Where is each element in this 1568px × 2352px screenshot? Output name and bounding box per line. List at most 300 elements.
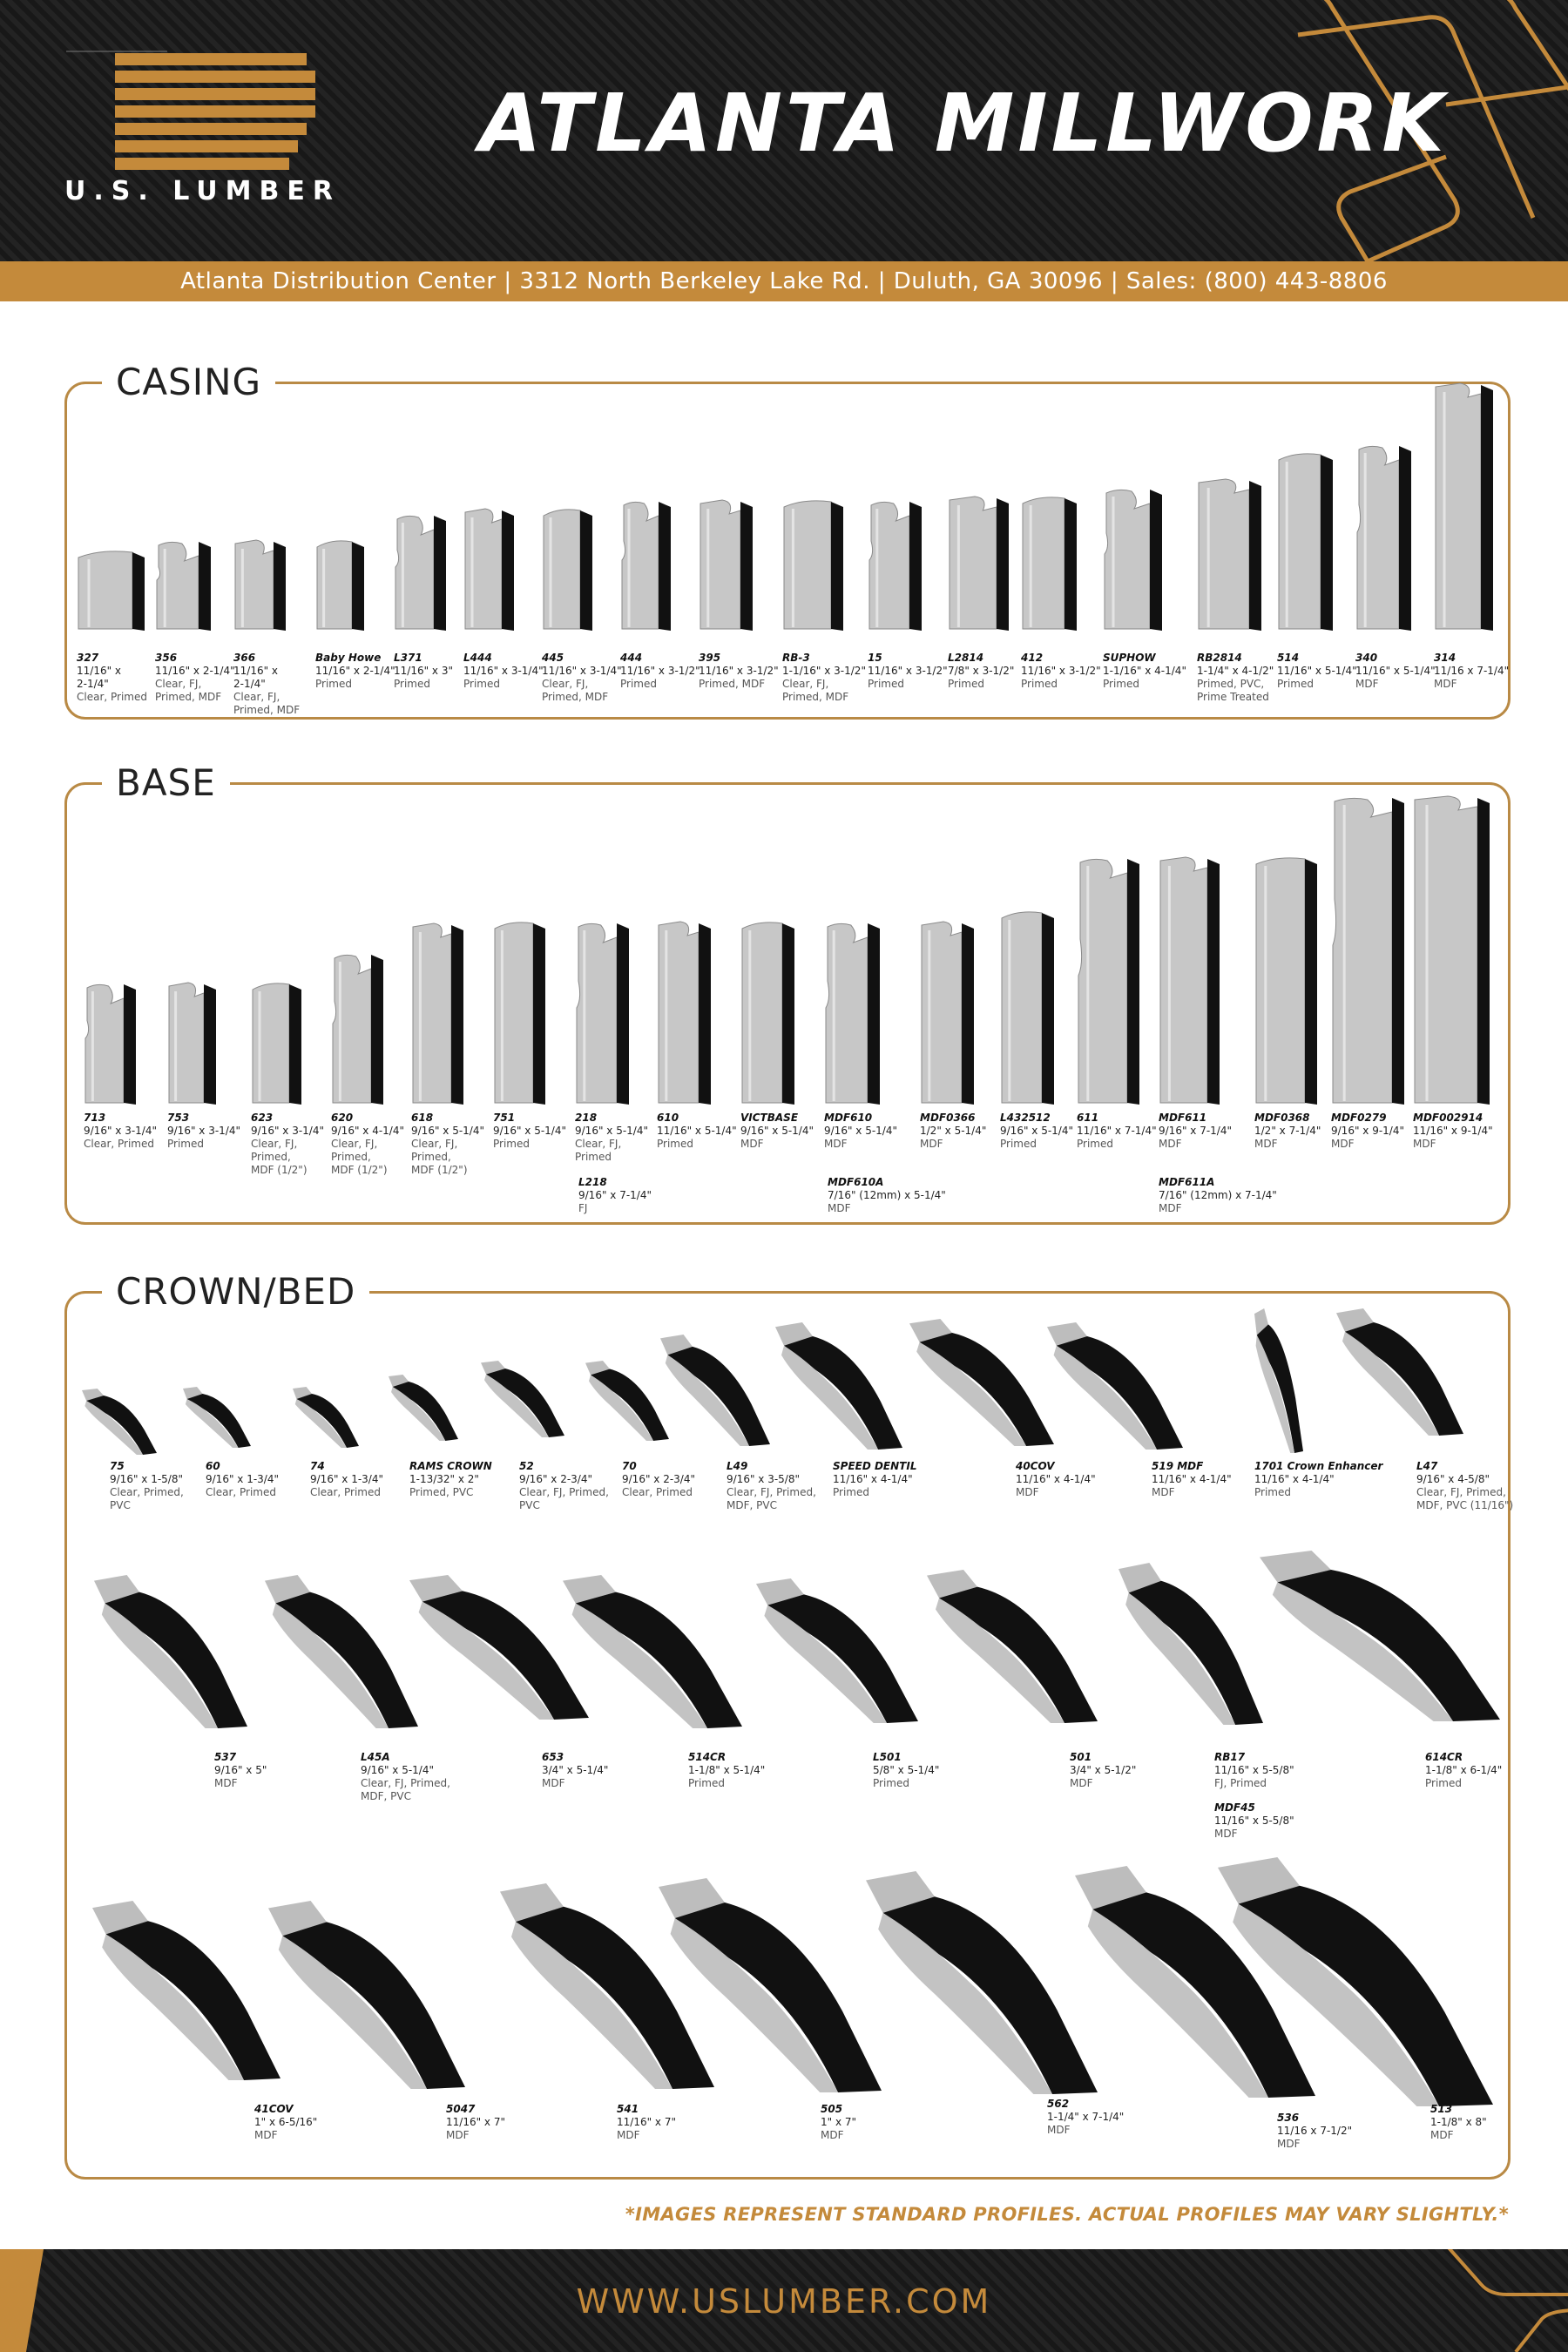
- profile-caption: [214, 1751, 267, 1790]
- molding-profile-image: [167, 979, 221, 1106]
- crown-profile-image: [181, 1385, 253, 1450]
- profile-finish: Clear, FJ, Primed, MDF, PVC (11/16"): [1416, 1486, 1514, 1511]
- logo-wordmark: U.S. LUMBER: [64, 176, 341, 206]
- molding-face: [659, 922, 699, 1103]
- molding-profile-image: [233, 537, 291, 632]
- profile-finish: Clear, FJ, Primed, PVC: [519, 1486, 609, 1511]
- profile-caption: [1159, 1112, 1232, 1151]
- profile-dimensions: 9/16" x 7-1/4": [578, 1189, 652, 1201]
- profile-caption: [873, 1751, 939, 1790]
- profile-code: 395: [699, 652, 721, 664]
- profile-finish: MDF: [1047, 2124, 1071, 2136]
- profile-dimensions: 11/16" x 2-1/4": [233, 665, 279, 690]
- website-url-link[interactable]: WWW.USLUMBER.COM: [576, 2282, 992, 2321]
- molding-face: [317, 541, 352, 629]
- molding-face: [826, 923, 868, 1103]
- profile-dimensions: 7/16" (12mm) x 5-1/4": [828, 1189, 946, 1201]
- profile-finish: MDF: [214, 1777, 238, 1789]
- profile-dimensions: 1-1/8" x 5-1/4": [688, 1764, 766, 1776]
- profile-caption: [206, 1460, 279, 1499]
- profile-code: MDF611: [1159, 1112, 1207, 1124]
- profile-code: SPEED DENTIL: [833, 1460, 917, 1472]
- profile-finish: Clear, FJ, Primed, MDF (1/2"): [411, 1138, 468, 1176]
- profile-dimensions: 1-1/4" x 4-1/2": [1197, 665, 1274, 677]
- profile-dimensions: 9/16" x 4-5/8": [1416, 1473, 1490, 1485]
- profile-finish: Primed: [167, 1138, 204, 1150]
- profile-caption: [1021, 652, 1101, 691]
- profile-caption: [542, 652, 622, 704]
- profile-caption: [1000, 1112, 1073, 1151]
- profile-finish: MDF: [1355, 678, 1379, 690]
- profile-dimensions: 11/16" x 2-1/4": [155, 665, 235, 677]
- profile-code: 1701 Crown Enhancer: [1254, 1460, 1383, 1472]
- profile-caption: [727, 1460, 816, 1512]
- crown-profile-image: [91, 1899, 282, 2082]
- crown-side-face: [187, 1394, 251, 1448]
- profile-caption: [254, 2103, 317, 2142]
- molding-side: [451, 925, 463, 1105]
- crown-side-face: [296, 1394, 359, 1448]
- molding-face: [333, 955, 371, 1103]
- profile-dimensions: 11/16" x 5-1/4": [657, 1125, 737, 1137]
- profile-finish: Primed: [657, 1138, 693, 1150]
- profile-dimensions: 11/16" x 4-1/4": [1254, 1473, 1335, 1485]
- profile-code: 327: [77, 652, 99, 664]
- profile-code: 41COV: [254, 2103, 294, 2115]
- molding-side: [1249, 481, 1261, 631]
- molding-face: [1357, 446, 1399, 629]
- profile-code: 611: [1077, 1112, 1099, 1124]
- molding-face: [1279, 454, 1321, 629]
- profile-caption: [251, 1112, 324, 1177]
- profile-code: RB17: [1214, 1751, 1246, 1763]
- profile-caption: [463, 652, 544, 691]
- profile-dimensions: 9/16" x 3-5/8": [727, 1473, 800, 1485]
- crown-profile-image: [561, 1573, 744, 1730]
- profile-finish: Primed, PVC: [409, 1486, 474, 1498]
- address-text: Atlanta Distribution Center | 3312 North Berkeley Lake Rd. | Duluth, GA 30096 | Sales: (800) 443-8806: [180, 268, 1388, 294]
- profile-code: 5047: [446, 2103, 476, 2115]
- molding-profile-image: [1355, 441, 1416, 632]
- molding-side: [782, 923, 794, 1105]
- crown-profile-image: [1258, 1549, 1502, 1723]
- molding-face: [1105, 490, 1150, 629]
- profile-caption: [1047, 2098, 1124, 2137]
- molding-profile-image: [575, 918, 634, 1106]
- profile-finish: Primed: [1254, 1486, 1291, 1498]
- profile-finish: Clear, Primed: [622, 1486, 693, 1498]
- molding-side: [1399, 446, 1411, 631]
- crown-profile-image: [80, 1387, 159, 1456]
- profile-dimensions: 7/8" x 3-1/2": [948, 665, 1015, 677]
- molding-profile-image: [155, 537, 216, 632]
- profile-code: 537: [214, 1751, 237, 1763]
- molding-profile-image: [1254, 854, 1322, 1106]
- molding-face: [235, 540, 274, 629]
- molding-profile-image: [948, 493, 1014, 632]
- profile-dimensions: 11/16" x 5-1/4": [1355, 665, 1436, 677]
- profile-dimensions: 9/16" x 3-1/4": [84, 1125, 157, 1137]
- molding-profile-image: [699, 497, 758, 632]
- profile-caption: [1103, 652, 1186, 691]
- crown-side-face: [1257, 1324, 1303, 1453]
- profile-dimensions: 11/16" x 5-5/8": [1214, 1764, 1294, 1776]
- profile-caption: [409, 1460, 492, 1499]
- profile-code: MDF0366: [920, 1112, 976, 1124]
- profile-finish: Primed: [620, 678, 657, 690]
- profile-code: 514CR: [688, 1751, 727, 1763]
- profile-finish: Primed: [1077, 1138, 1113, 1150]
- crown-profile-image: [1335, 1307, 1465, 1437]
- profile-finish: MDF: [1413, 1138, 1436, 1150]
- profile-code: Baby Howe: [315, 652, 382, 664]
- profile-code: 74: [310, 1460, 325, 1472]
- profile-finish: MDF: [1214, 1828, 1238, 1840]
- profile-code: 218: [575, 1112, 598, 1124]
- profile-dimensions: 1-13/32" x 2": [409, 1473, 479, 1485]
- molding-face: [1199, 479, 1249, 629]
- profile-code: 505: [821, 2103, 843, 2115]
- profile-dimensions: 1-1/8" x 6-1/4": [1425, 1764, 1503, 1776]
- molding-side: [699, 923, 711, 1105]
- profile-caption: [1077, 1112, 1157, 1151]
- molding-side: [1477, 798, 1490, 1105]
- profile-caption: [394, 652, 453, 691]
- profile-code: L218: [578, 1176, 607, 1188]
- profile-dimensions: 9/16" x 2-3/4": [519, 1473, 592, 1485]
- profile-dimensions: 1/2" x 5-1/4": [920, 1125, 987, 1137]
- molding-face: [784, 501, 831, 629]
- profile-finish: Clear, FJ, Primed: [575, 1138, 622, 1163]
- profile-finish: MDF: [446, 2129, 470, 2141]
- crown-side-face: [1239, 1886, 1493, 2106]
- molding-profile-image: [868, 497, 927, 632]
- crown-side-face: [667, 1347, 770, 1446]
- profile-code: 501: [1070, 1751, 1092, 1763]
- profile-code: 620: [331, 1112, 354, 1124]
- profile-code: 340: [1355, 652, 1378, 664]
- profile-dimensions: 9/16" x 9-1/4": [1331, 1125, 1404, 1137]
- profile-dimensions: 11/16" x 4-1/4": [1016, 1473, 1096, 1485]
- profile-caption: [315, 652, 395, 691]
- molding-profile-image: [493, 918, 551, 1106]
- profile-caption: [740, 1112, 814, 1151]
- profile-dimensions: 11/16" x 3-1/2": [1021, 665, 1101, 677]
- profile-code: 618: [411, 1112, 434, 1124]
- molding-face: [395, 516, 434, 629]
- molding-face: [1333, 798, 1392, 1103]
- profile-caption: [699, 652, 779, 691]
- profile-dimensions: 9/16" x 4-1/4": [331, 1125, 404, 1137]
- molding-profile-image: [1159, 854, 1225, 1106]
- profile-caption: [688, 1751, 765, 1790]
- profile-dimensions: 3/4" x 5-1/2": [1070, 1764, 1137, 1776]
- molding-profile-image: [620, 497, 676, 632]
- profile-finish: Clear, FJ, Primed, MDF (1/2"): [331, 1138, 388, 1176]
- crown-profile-image: [584, 1359, 671, 1443]
- profile-finish: Clear, Primed, PVC: [110, 1486, 184, 1511]
- profile-code: 562: [1047, 2098, 1070, 2110]
- profile-finish: Primed: [873, 1777, 909, 1789]
- profile-caption: [519, 1460, 609, 1512]
- profile-code: 15: [868, 652, 882, 664]
- profile-dimensions: 1-1/4" x 7-1/4": [1047, 2111, 1125, 2123]
- molding-face: [1415, 796, 1477, 1103]
- molding-face: [922, 922, 962, 1103]
- profile-caption: [1159, 1176, 1277, 1215]
- profile-caption: [1331, 1112, 1404, 1151]
- molding-profile-image: [782, 497, 848, 632]
- profile-dimensions: 1" x 6-5/16": [254, 2116, 318, 2128]
- molding-side: [1481, 385, 1493, 631]
- profile-code: 412: [1021, 652, 1044, 664]
- molding-side: [199, 542, 211, 631]
- molding-profile-image: [411, 920, 469, 1106]
- profile-finish: MDF: [1434, 678, 1457, 690]
- crown-profile-image: [92, 1573, 249, 1730]
- profile-finish: MDF: [254, 2129, 278, 2141]
- profile-dimensions: 1/2" x 7-1/4": [1254, 1125, 1321, 1137]
- profile-dimensions: 11/16" x 4-1/4": [1152, 1473, 1232, 1485]
- molding-face: [622, 502, 659, 629]
- profile-caption: [1254, 1112, 1321, 1151]
- molding-side: [371, 955, 383, 1105]
- molding-profile-image: [394, 510, 451, 632]
- crown-side-face: [939, 1587, 1098, 1723]
- crown-side-face: [106, 1921, 280, 2080]
- profile-finish: Primed: [1277, 678, 1314, 690]
- crown-side-face: [1129, 1581, 1263, 1725]
- molding-side: [1321, 455, 1333, 631]
- molding-profile-image: [1434, 380, 1498, 632]
- molding-profile-image: [1021, 493, 1082, 632]
- crown-profile-image: [291, 1385, 361, 1450]
- molding-profile-image: [77, 547, 150, 632]
- molding-face: [869, 502, 909, 629]
- profile-dimensions: 1-1/8" x 8": [1430, 2116, 1487, 2128]
- profile-code: MDF610A: [828, 1176, 884, 1188]
- crown-profile-image: [754, 1577, 920, 1725]
- profile-finish: Primed: [394, 678, 430, 690]
- molding-profile-image: [1277, 449, 1338, 632]
- profile-code: 753: [167, 1112, 190, 1124]
- crown-profile-image: [908, 1317, 1056, 1448]
- molding-face: [78, 551, 132, 629]
- crown-side-face: [883, 1896, 1098, 2094]
- profile-caption: [167, 1112, 240, 1151]
- profile-caption: [1197, 652, 1274, 704]
- profile-finish: Primed: [1425, 1777, 1462, 1789]
- profile-dimensions: 11/16" x 3-1/2": [620, 665, 700, 677]
- profile-finish: MDF: [1159, 1202, 1182, 1214]
- molding-profile-image: [1103, 484, 1167, 632]
- molding-face: [85, 984, 124, 1103]
- molding-side: [617, 923, 629, 1105]
- profile-code: 513: [1430, 2103, 1453, 2115]
- molding-profile-image: [1000, 908, 1059, 1106]
- profile-dimensions: 9/16" x 1-3/4": [310, 1473, 383, 1485]
- profile-dimensions: 9/16" x 5": [214, 1764, 267, 1776]
- profile-dimensions: 1-1/16" x 3-1/2": [782, 665, 866, 677]
- molding-side: [659, 502, 671, 631]
- profile-dimensions: 11/16" x 3-1/2": [868, 665, 948, 677]
- address-bar: [0, 261, 1568, 301]
- crown-side-face: [282, 1922, 465, 2089]
- profile-caption: [493, 1112, 566, 1151]
- profile-dimensions: 9/16" x 5-1/4": [361, 1764, 434, 1776]
- profile-code: 713: [84, 1112, 106, 1124]
- profile-code: L432512: [1000, 1112, 1051, 1124]
- profile-finish: MDF: [821, 2129, 844, 2141]
- profile-code: 610: [657, 1112, 679, 1124]
- profile-dimensions: 9/16" x 2-3/4": [622, 1473, 695, 1485]
- profile-caption: [361, 1751, 450, 1803]
- molding-face: [1436, 383, 1481, 629]
- molding-profile-image: [740, 918, 800, 1106]
- profile-code: MDF0279: [1331, 1112, 1387, 1124]
- profile-dimensions: 9/16" x 5-1/4": [493, 1125, 566, 1137]
- crown-side-face: [591, 1369, 669, 1441]
- profile-caption: [446, 2103, 505, 2142]
- crown-profile-image: [864, 1869, 1099, 2096]
- profile-code: 40COV: [1016, 1460, 1055, 1472]
- profile-finish: MDF: [828, 1202, 851, 1214]
- molding-side: [132, 552, 145, 631]
- molding-side: [962, 923, 974, 1105]
- profile-code: 52: [519, 1460, 534, 1472]
- profile-caption: [657, 1112, 737, 1151]
- molding-face: [1023, 497, 1064, 629]
- molding-side: [434, 516, 446, 631]
- profile-code: 444: [620, 652, 643, 664]
- profile-code: L2814: [948, 652, 984, 664]
- profile-dimensions: 11/16" x 5-5/8": [1214, 1815, 1294, 1827]
- profile-dimensions: 11/16" x 5-1/4": [1277, 665, 1357, 677]
- profile-caption: [828, 1176, 946, 1215]
- molding-profile-image: [657, 918, 716, 1106]
- profile-caption: [1214, 1801, 1294, 1841]
- crown-profile-image: [387, 1373, 460, 1443]
- molding-side: [533, 923, 545, 1105]
- crown-profile-image: [1216, 1855, 1495, 2108]
- profile-finish: MDF: [1152, 1486, 1175, 1498]
- molding-profile-image: [824, 918, 885, 1106]
- crown-side-face: [576, 1592, 742, 1728]
- molding-side: [1064, 498, 1077, 631]
- profile-caption: [920, 1112, 986, 1151]
- profile-finish: FJ: [578, 1202, 588, 1214]
- profile-code: RAMS CROWN: [409, 1460, 492, 1472]
- molding-face: [1078, 859, 1127, 1103]
- profile-caption: [77, 652, 147, 704]
- profile-finish: MDF: [1331, 1138, 1355, 1150]
- crown-profile-image: [1253, 1307, 1305, 1455]
- profile-code: L47: [1416, 1460, 1438, 1472]
- profile-finish: Primed, PVC, Prime Treated: [1197, 678, 1269, 703]
- profile-dimensions: 11/16" x 7": [446, 2116, 505, 2128]
- molding-profile-image: [542, 505, 598, 632]
- profile-dimensions: 5/8" x 5-1/4": [873, 1764, 940, 1776]
- profile-finish: Primed: [868, 678, 904, 690]
- profile-dimensions: 11/16" x 3": [394, 665, 453, 677]
- molding-profile-image: [1197, 476, 1267, 632]
- molding-side: [1207, 859, 1220, 1105]
- profile-finish: Clear, FJ, Primed, MDF: [542, 678, 609, 703]
- profile-finish: MDF: [1159, 1138, 1182, 1150]
- crown-profile-image: [479, 1359, 566, 1439]
- molding-side: [204, 984, 216, 1105]
- molding-profile-image: [1077, 854, 1145, 1106]
- profile-code: 70: [622, 1460, 637, 1472]
- casing-section-title: CASING: [102, 360, 275, 405]
- profile-finish: MDF: [1277, 2138, 1301, 2150]
- crown-profile-image: [267, 1899, 467, 2091]
- profile-caption: [782, 652, 866, 704]
- crown-profile-image: [1117, 1561, 1265, 1727]
- molding-side: [831, 502, 843, 631]
- profile-caption: [84, 1112, 157, 1151]
- profile-finish: Clear, Primed: [84, 1138, 154, 1150]
- molding-side: [909, 502, 922, 631]
- molding-face: [544, 510, 580, 629]
- profile-dimensions: 11/16" x 4-1/4": [833, 1473, 913, 1485]
- profile-code: L49: [727, 1460, 748, 1472]
- profile-dimensions: 7/16" (12mm) x 7-1/4": [1159, 1189, 1277, 1201]
- profile-dimensions: 3/4" x 5-1/4": [542, 1764, 609, 1776]
- profile-finish: Primed: [1103, 678, 1139, 690]
- profile-caption: [821, 2103, 856, 2142]
- profile-caption: [1430, 2103, 1487, 2142]
- molding-side: [289, 984, 301, 1105]
- profile-finish: MDF: [542, 1777, 565, 1789]
- molding-face: [495, 923, 533, 1103]
- molding-face: [413, 923, 451, 1103]
- profile-code: 60: [206, 1460, 220, 1472]
- footer-banner: [0, 2249, 1568, 2352]
- crown-side-face: [920, 1333, 1054, 1446]
- profile-caption: [233, 652, 300, 717]
- header-banner: [0, 0, 1568, 261]
- crown-side-face: [1277, 1570, 1500, 1721]
- molding-side: [580, 510, 592, 631]
- profile-finish: MDF: [617, 2129, 640, 2141]
- profile-caption: [1416, 1460, 1513, 1512]
- profile-code: MDF0368: [1254, 1112, 1310, 1124]
- profile-dimensions: 9/16" x 5-1/4": [740, 1125, 814, 1137]
- profile-dimensions: 1-1/16" x 4-1/4": [1103, 665, 1186, 677]
- profile-code: MDF611A: [1159, 1176, 1215, 1188]
- molding-profile-image: [315, 537, 369, 632]
- crown-profile-image: [774, 1321, 904, 1451]
- profile-code: 653: [542, 1751, 564, 1763]
- molding-side: [740, 502, 753, 631]
- molding-profile-image: [251, 979, 307, 1106]
- profile-dimensions: 9/16" x 7-1/4": [1159, 1125, 1232, 1137]
- profile-dimensions: 9/16" x 5-1/4": [411, 1125, 484, 1137]
- profile-code: 514: [1277, 652, 1300, 664]
- profile-finish: Primed: [1021, 678, 1058, 690]
- profile-finish: MDF: [740, 1138, 764, 1150]
- molding-side: [502, 510, 514, 631]
- disclaimer-note: *IMAGES REPRESENT STANDARD PROFILES. ACTUAL PROFILES MAY VARY SLIGHTLY.*: [625, 2204, 1509, 2225]
- molding-profile-image: [920, 918, 979, 1106]
- profile-code: 75: [110, 1460, 125, 1472]
- profile-dimensions: 9/16" x 1-3/4": [206, 1473, 279, 1485]
- molding-face: [700, 500, 740, 629]
- molding-side: [1042, 913, 1054, 1105]
- profile-caption: [1355, 652, 1436, 691]
- profile-finish: Primed: [948, 678, 984, 690]
